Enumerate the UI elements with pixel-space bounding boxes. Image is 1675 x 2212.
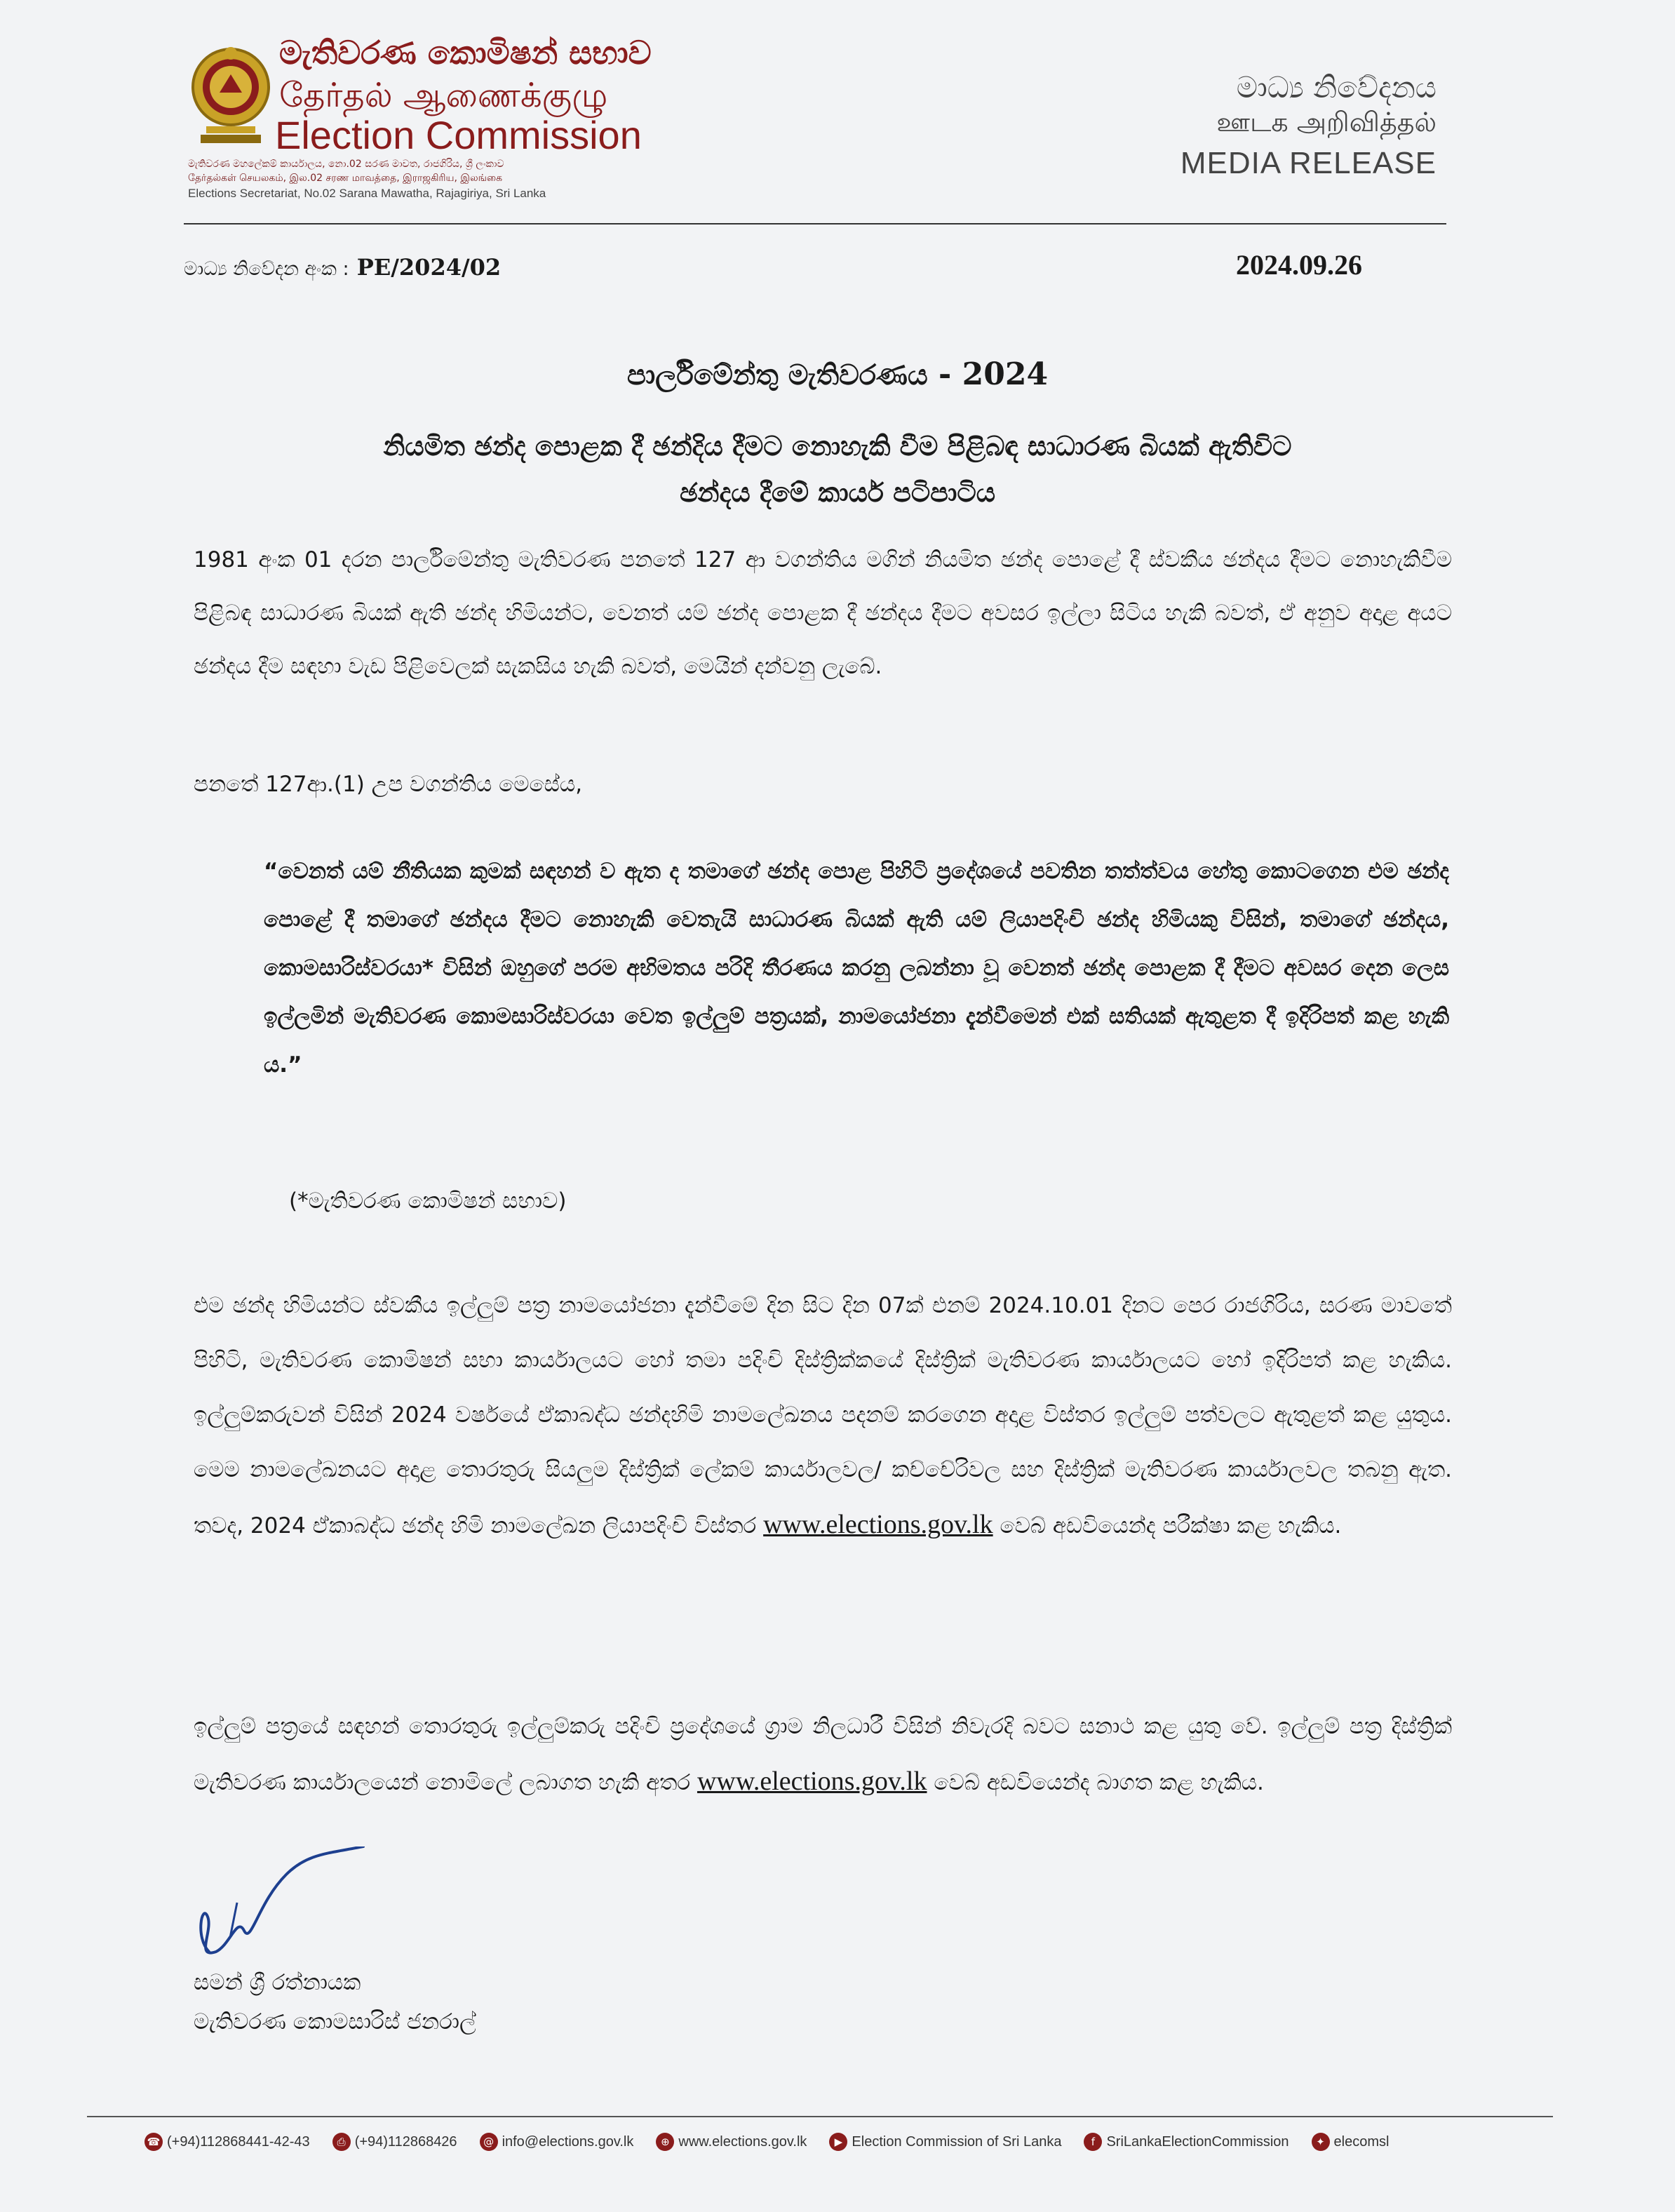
footer-youtube[interactable]: ▶ Election Commission of Sri Lanka [829,2133,1061,2151]
signatory-title: මැතිවරණ කොමසාරිස් ජනරාල් [194,2009,476,2035]
title-text: පාර්ලිමේන්තු මැතිවරණය [626,359,928,391]
release-date: 2024.09.26 [1236,249,1362,281]
address-tamil: தேர்தல்கள் செயலகம், இல.02 சரண மாவத்தை, இராஜகிரிய, இலங்கை [188,173,503,184]
reference-label: මාධ්‍ය නිවේදන අංක : [184,258,349,280]
org-name-tamil: தேர்தல் ஆணைக்குழு [279,76,608,115]
reference-value: PE/2024/02 [356,254,502,281]
footer-phone: ☎ (+94)112868441-42-43 [144,2133,310,2151]
globe-icon: ⊕ [656,2133,674,2151]
facebook-icon: f [1084,2133,1102,2151]
certification-paragraph [194,1699,1452,1810]
subtitle-line-2: ඡන්දය දීමේ කාර්ය පටිපාටිය [679,477,996,508]
email-icon: @ [480,2133,498,2151]
footer-website[interactable]: ⊕ www.elections.gov.lk [656,2133,807,2151]
intro-paragraph: 1981 අංක 01 දරන පාර්ලිමේන්තු මැතිවරණ පනතේ 127 ආ වගන්තිය මගින් නියමිත ඡන්ද පොළේ දී ස්වකීය ඡන්දය දීමට නොහැකිවීම පිළිබඳ සාධාරණ බියක් ඇති ඡන්ද හිමියන්ට, වෙනත් යම් ඡන්ද පොළක දී ඡන්දය දීමට අවසර ඉල්ලා සිටිය හැකි බවත්, ඒ අනුව අදාළ අයට ඡන්දය දීම සඳහා වැඩ පිළිවෙලක් සැකසිය හැකි බවත්, මෙයින් දන්වනු ලැබේ. [194,547,1452,679]
phone-icon: ☎ [144,2133,163,2151]
website-link[interactable]: www.elections.gov.lk [763,1510,993,1539]
org-name-sinhala: මැතිවරණ කොමිෂන් සභාව [279,34,652,72]
subtitle-line-1: නියමිත ඡන්ද පොළක දී ඡන්දිය දීමට නොහැකි වීම පිළිබඳ සාධාරණ බියක් ඇතිවිට [383,431,1292,462]
footer-twitter[interactable]: ✦ elecomsl [1312,2133,1390,2151]
application-paragraph [194,1278,1452,1553]
footer-contacts [144,2133,1389,2151]
certification-text: ඉල්ලුම් පත්‍රයේ සඳහන් තොරතුරු ඉල්ලුම්කරු පදිංචි ප්‍රදේශයේ ග්‍රාම නිලධාරී විසින් නිවැරදි බවට සනාථ කළ යුතු වේ. ඉල්ලුම් පත්‍ර දිස්ත්‍රික් මැතිවරණ කාර්යාලයෙන් නොමිලේ ලබාගත හැකි අතර [194,1714,1452,1795]
footer-facebook[interactable]: f SriLankaElectionCommission [1084,2133,1289,2151]
org-name-english: Election Commission [275,113,642,157]
application-text-end: වෙබ් අඩවියෙන්ද පරීක්ෂා කළ හැකිය. [993,1513,1342,1539]
signatory-name: සමන් ශ්‍රී රත්නායක [194,1970,361,1995]
section-reference: පනතේ 127ආ.(1) උප වගන්තිය මෙසේය, [194,772,583,797]
fax-icon: ⎙ [332,2133,351,2151]
media-release-sinhala: මාධ්‍ය නිවේදනය [1236,70,1437,105]
reference-number [184,254,501,281]
footer-fax: ⎙ (+94)112868426 [332,2133,457,2151]
footer-email[interactable]: @ info@elections.gov.lk [480,2133,634,2151]
footnote: (*මැතිවරණ කොමිෂන් සභාව) [289,1188,567,1214]
footer-divider [87,2116,1553,2117]
sri-lanka-emblem-icon [188,43,274,156]
address-sinhala: මැතිවරණ මහලේකම් කාර්යාලය, නො.02 සරණ මාවත, රාජගිරිය, ශ්‍රී ලංකාව [188,159,504,170]
application-text: එම ඡන්ද හිමියන්ට ස්වකීය ඉල්ලුම් පත්‍ර නාමයෝජනා දැන්වීමේ දින සිට දින 07ක් එනම් 2024.10.01 දිනට පෙර රාජගිරිය, සරණ මාවතේ පිහිටි, මැතිවරණ කොමිෂන් සභා කාර්යාලයට හෝ තමා පදිංචි දිස්ත්‍රික්කයේ දිස්ත්‍රික් මැතිවරණ කාර්යාලයට හෝ ඉදිරිපත් කළ හැකිය. ඉල්ලුම්කරුවන් විසින් 2024 වර්ෂයේ ඒකාබද්ධ ඡන්දහිමි නාමලේඛනය පදනම් කරගෙන අදාළ විස්තර ඉල්ලුම් පත්වලට ඇතුළත් කළ යුතුය. මෙම නාමලේඛනයට අදාළ තොරතුරු සියලුම දිස්ත්‍රික් ලේකම් කාර්යාලවල/ කච්චේරිවල සහ දිස්ත්‍රික් මැතිවරණ කාර්යාලවල තබනු ඇත. තවද, 2024 ඒකාබද්ධ ඡන්ද හිමි නාමලේඛන ලියාපදිංචි විස්තර [194,1293,1452,1539]
page-title [0,356,1675,392]
website-link[interactable]: www.elections.gov.lk [697,1767,927,1796]
certification-text-end: වෙබ් අඩවියෙන්ද බාගත කළ හැකිය. [927,1770,1264,1795]
address-english: Elections Secretariat, No.02 Sarana Mawatha, Rajagiriya, Sri Lanka [188,187,546,200]
title-year: - 2024 [939,356,1049,392]
media-release-tamil: ஊடக அறிவித்தல் [1216,107,1437,138]
handwritten-signature [188,1846,377,1971]
youtube-icon: ▶ [829,2133,847,2151]
header-divider [184,223,1446,224]
media-release-english: MEDIA RELEASE [1180,146,1437,180]
twitter-icon: ✦ [1312,2133,1330,2151]
legal-quote: “වෙනත් යම් නීතියක කුමක් සඳහන් ව ඇත ද තමාගේ ඡන්ද පොළ පිහිටි ප්‍රදේශයේ පවතින තත්ත්වය හේතු කොටගෙන එම ඡන්ද පොළේ දී තමාගේ ඡන්දය දීමට නොහැකි වෙතැයි සාධාරණ බියක් ඇති යම් ලියාපදිංචි ඡන්ද හිමියකු විසින්, තමාගේ ඡන්දය, කොමසාරිස්වරයා* විසින් ඔහුගේ පරම අභිමතය පරිදි තීරණය කරනු ලබන්නා වූ වෙනත් ඡන්ද පොළක දී දීමට අවසර දෙන ලෙස ඉල්ලමින් මැතිවරණ කොමසාරිස්වරයා වෙත ඉල්ලුම් පත්‍රයක්, නාමයෝජනා දැන්වීමෙන් එක් සතියක් ඇතුළත දී ඉදිරිපත් කළ හැකි ය.” [264,859,1449,1078]
